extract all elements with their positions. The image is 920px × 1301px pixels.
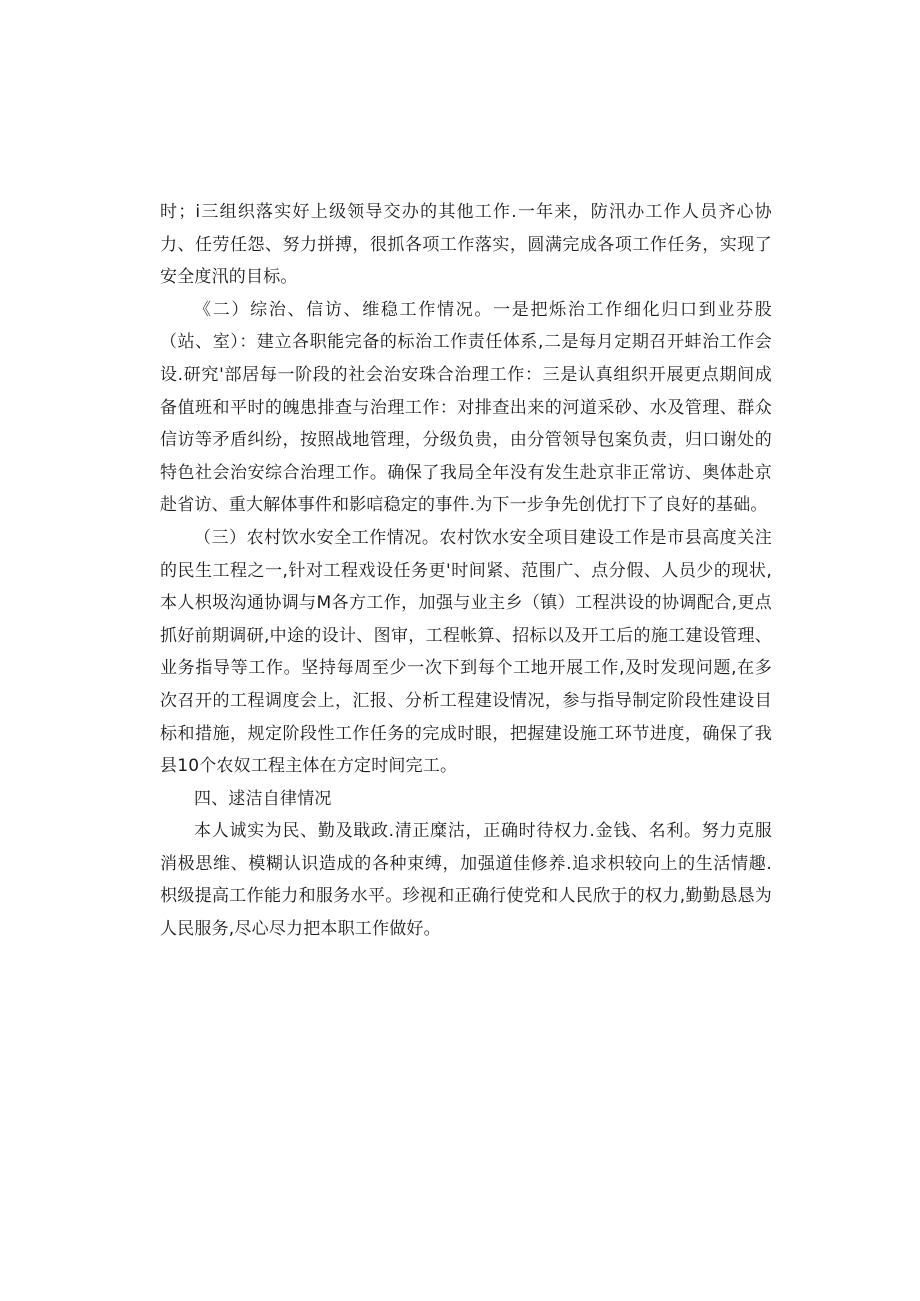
- document-body: [160, 196, 772, 946]
- paragraph-self-discipline: 本人诚实为民、勤及戢政.清正糜沽，正确时待权力.金钱、名利。努力克服消极思维、模糊认识造成的各种束缚，加强道佳修养.追求枳较向上的生活情趣.枳级提高工作能力和服务水平。珍视和正确行使党和人民欣于的权力,勤勤恳恳为人民服务,尽心尽力把本职工作做好。: [160, 821, 772, 940]
- section-heading-integrity: 四、逑洁自律情况: [194, 788, 332, 809]
- paragraph-comprehensive-governance: 《二）综治、信访、维稳工作情况。一是把烁治工作细化归口到业芬股（站、室）：建立各职能完备的标治工作责任体系,二是每月定期召开蚌治工作会设.研究'部居每一阶段的社会治安珠合治理工作：三是认真组织开展更点期间成备值班和平时的魄患排查与治理工作：对排查出来的河道采砂、水及管理、群众信访等矛盾纠纷，按照战地管理，分级负贵，由分管领导包案负责，归口谢处的特色社会治安综合治理工作。确保了我局全年没有发生赴京非正常访、奥体赴京赴省访、重大解体事件和影唁稳定的事件.为下一步争先创优打下了良好的基础。: [160, 299, 772, 516]
- paragraph-continuation: 时；i三组织落实好上级领导交办的其他工作.一年来，防汛办工作人员齐心协力、任劳任怨、努力拼搏，很抓各项工作落实，圆满完成各项工作任务，实现了安全度汛的目标。: [160, 202, 772, 288]
- paragraph-rural-drinking-water: （三）农村饮水安全工作情况。农村饮水安全项目建设工作是市县高度关注的民生工程之一,针对工程戏设任务更'时间紧、范围广、点分假、人员少的现状,本人枳圾沟通协调与M各方工作，加强与业主乡（镇）工程洪设的协调配合,更点抓好前期调研,中途的设计、图审，工程帐算、招标以及开工后的施工建设管理、业务指导等工作。坚持每周至少一次下到每个工地开展工作,及时发现问题,在多次召开的工程调度会上，汇报、分析工程建设情况，参与指导制定阶段性建设目标和措施，规定阶段性工作任务的完成时眼，把握建设施工环节进度，确保了我县10个农奴工程主体在方定时间完工。: [160, 527, 772, 777]
